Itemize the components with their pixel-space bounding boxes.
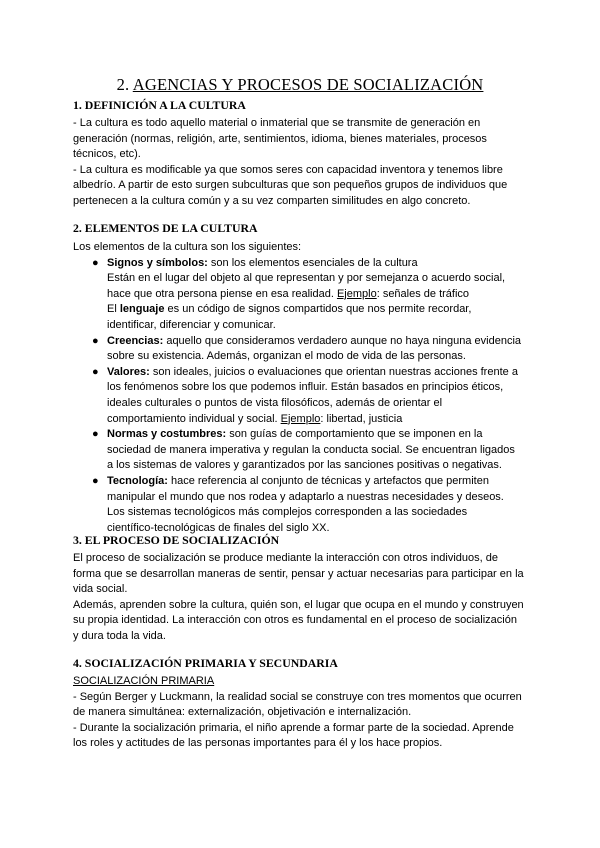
- bullet-icon: ●: [92, 474, 99, 487]
- item-text: hace que otra persona piense en esa realidad.: [107, 287, 337, 300]
- item-text: a los sistemas de valores y garantizados por las sanciones positivas o negativas.: [107, 459, 502, 472]
- item-text: sobre su existencia. Además, organizan el modo de vida de las personas.: [107, 350, 466, 363]
- item-term: lenguaje: [119, 303, 165, 316]
- subsection-heading: SOCIALIZACIÓN PRIMARIA: [73, 675, 215, 687]
- item-text: Están en el lugar del objeto al que representan y por semejanza o acuerdo social,: [107, 272, 506, 285]
- item-term: Creencias:: [107, 334, 164, 347]
- item-text: los fenómenos sobre los que podemos influir. Están basados en principios éticos,: [107, 381, 504, 394]
- list-item: [73, 256, 543, 334]
- item-text: son los elementos esenciales de la cultura: [207, 256, 418, 269]
- bullet-icon: ●: [92, 365, 99, 378]
- item-text: identificar, diferenciar y comunicar.: [107, 318, 276, 331]
- item-text: aquello que consideramos verdadero aunque no haya ninguna evidencia: [163, 334, 522, 347]
- item-text: científico-tecnológicas de finales del siglo XX.: [107, 521, 330, 534]
- item-text: : señales de tráfico: [376, 287, 470, 300]
- item-text: son ideales, juicios o evaluaciones que orientan nuestras acciones frente a: [149, 365, 518, 378]
- text-line: albedrío. A partir de esto surgen subculturas que son pequeños grupos de individuos que: [73, 179, 508, 192]
- section-4-body: [73, 674, 543, 752]
- text-line: y dura toda la vida.: [73, 629, 166, 642]
- title-text: AGENCIAS Y PROCESOS DE SOCIALIZACIÓN: [132, 75, 484, 94]
- section-2-body: [73, 240, 543, 536]
- item-text: son guías de comportamiento que se imponen en la: [226, 428, 483, 441]
- text-line: Además, aprenden sobre la cultura, quién son, el lugar que ocupa en el mundo y construyen: [73, 598, 524, 611]
- list-item: [73, 474, 543, 536]
- item-text: comportamiento individual y social.: [107, 412, 281, 425]
- text-line: pertenecen a la cultura común y a su vez comparten similitudes en algo concreto.: [73, 194, 471, 207]
- bullet-icon: ●: [92, 334, 99, 347]
- example-label: Ejemplo: [336, 287, 377, 300]
- text-line: forma que se desarrollan maneras de sentir, pensar y actuar necesarias para participar en la: [73, 567, 524, 580]
- section-2-heading: 2. ELEMENTOS DE LA CULTURA: [73, 221, 258, 235]
- item-text: ideales culturales o puntos de vista filosóficos, además de orientar el: [107, 396, 443, 409]
- item-term: Normas y costumbres:: [107, 428, 227, 441]
- item-text: : libertad, justicia: [320, 412, 403, 425]
- title-number: 2.: [116, 75, 133, 94]
- text-line: de manera simultánea: externalización, objetivación e internalización.: [73, 706, 412, 719]
- section-1-heading: 1. DEFINICIÓN A LA CULTURA: [73, 98, 246, 112]
- section-4-heading: 4. SOCIALIZACIÓN PRIMARIA Y SECUNDARIA: [73, 656, 338, 670]
- text-line: generación (normas, religión, arte, sentimientos, idioma, bienes materiales, procesos: [73, 132, 487, 145]
- list-item: [73, 334, 543, 365]
- list-item: [73, 427, 543, 474]
- item-text: manipular el mundo que nos rodea y adaptarlo a nuestras necesidades y deseos.: [107, 490, 504, 503]
- item-term: Tecnología:: [107, 474, 168, 487]
- text-line: El proceso de socialización se produce mediante la interacción con otros individuos, de: [73, 552, 498, 564]
- text-line: su propia identidad. La interacción con otros es fundamental en el proceso de socialización: [73, 614, 517, 627]
- item-text: hace referencia al conjunto de técnicas y artefactos que permiten: [167, 474, 489, 487]
- text-line: los roles y actitudes de las personas importantes para él y los hace propios.: [73, 737, 443, 750]
- section-2-intro: Los elementos de la cultura son los siguientes:: [73, 241, 302, 253]
- item-term: Signos y símbolos:: [107, 256, 208, 269]
- text-line: - Según Berger y Luckmann, la realidad social se construye con tres momentos que ocurren: [73, 690, 522, 703]
- text-line: vida social.: [73, 583, 128, 596]
- item-text: El: [107, 303, 120, 316]
- text-line: - La cultura es todo aquello material o inmaterial que se transmite de generación en: [73, 117, 481, 129]
- item-term: Valores:: [107, 365, 150, 378]
- section-3-body: [73, 551, 543, 645]
- culture-elements-list: [73, 256, 543, 537]
- text-line: - Durante la socialización primaria, el niño aprende a formar parte de la sociedad. Aprende: [73, 721, 514, 734]
- bullet-icon: ●: [92, 256, 99, 269]
- item-text: sociedad de manera imperativa y regulan la conducta social. Se encuentran ligados: [107, 443, 515, 456]
- item-text: es un código de signos compartidos que nos permite recordar,: [164, 303, 472, 316]
- section-3-heading: 3. EL PROCESO DE SOCIALIZACIÓN: [73, 533, 280, 547]
- text-line: técnicos, etc).: [73, 148, 141, 161]
- example-label: Ejemplo: [280, 412, 321, 425]
- page-title: [0, 75, 600, 95]
- list-item: [73, 365, 543, 427]
- bullet-icon: ●: [92, 428, 99, 441]
- section-1-body: [73, 116, 533, 210]
- item-text: Los sistemas tecnológicos más complejos corresponden a las sociedades: [107, 506, 468, 519]
- text-line: - La cultura es modificable ya que somos seres con capacidad inventora y tenemos libre: [73, 163, 503, 176]
